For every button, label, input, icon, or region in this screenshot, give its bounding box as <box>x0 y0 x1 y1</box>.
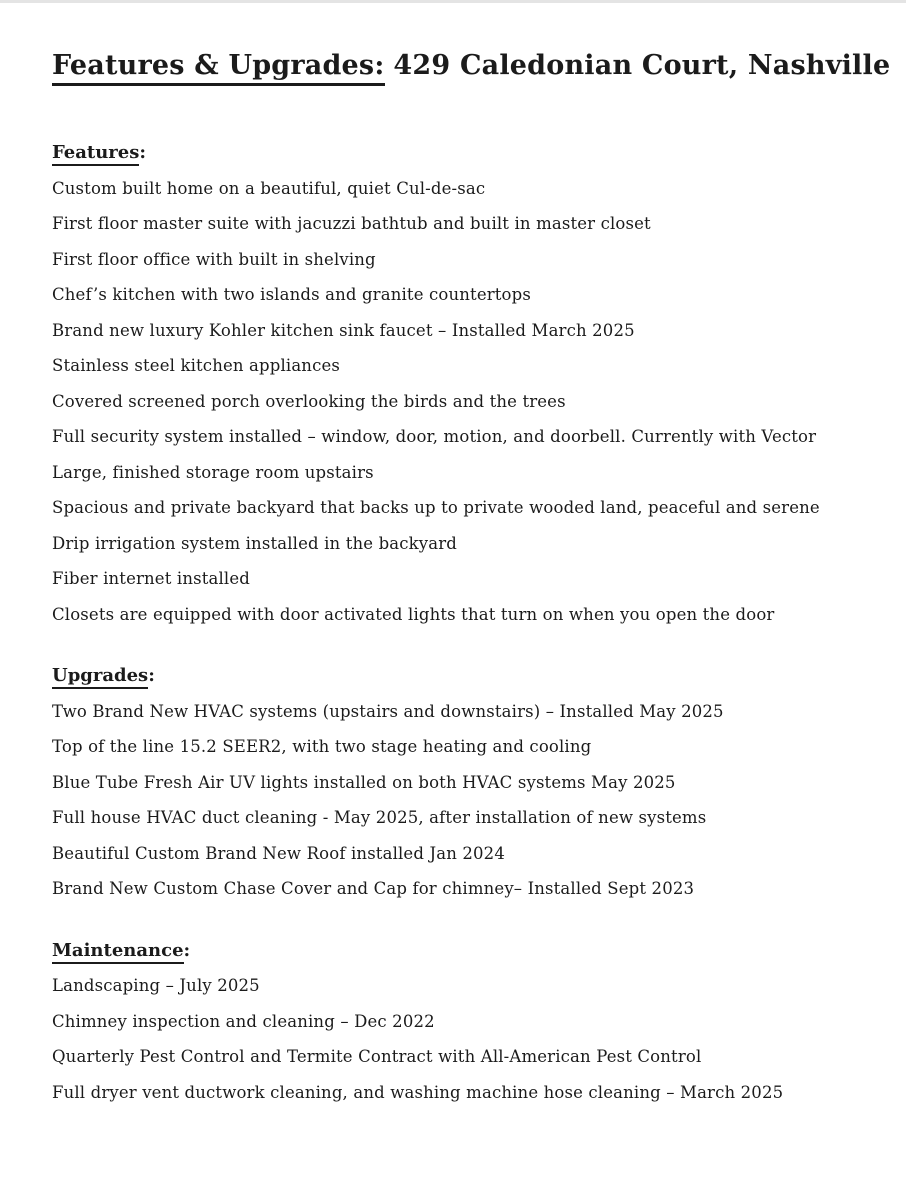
maintenance-item: Landscaping – July 2025 <box>52 976 260 995</box>
feature-item: Closets are equipped with door activated lights that turn on when you open the door <box>52 604 775 624</box>
feature-item: Chef’s kitchen with two islands and granite countertops <box>52 285 531 304</box>
maintenance-item: Full dryer vent ductwork cleaning, and washing machine hose cleaning – March 2025 <box>52 1082 784 1102</box>
feature-item: Large, finished storage room upstairs <box>52 462 374 482</box>
upgrade-item: Blue Tube Fresh Air UV lights installed on both HVAC systems May 2025 <box>52 772 676 792</box>
feature-item: First floor master suite with jacuzzi bathtub and built in master closet <box>52 214 651 233</box>
upgrade-item: Full house HVAC duct cleaning - May 2025, after installation of new systems <box>52 808 707 827</box>
section-upgrades <box>52 658 862 907</box>
section-heading-upgrades <box>52 658 862 694</box>
upgrade-item: Two Brand New HVAC systems (upstairs and downstairs) – Installed May 2025 <box>52 701 724 721</box>
feature-item: Stainless steel kitchen appliances <box>52 356 341 375</box>
section-heading-upgrades-label: Upgrades <box>52 665 148 689</box>
document-title-rest: 429 Caledonian Court, Nashville <box>393 50 891 81</box>
maintenance-item: Chimney inspection and cleaning – Dec 2022 <box>52 1011 435 1031</box>
section-maintenance <box>52 933 862 1111</box>
section-heading-maintenance-colon: : <box>183 939 191 961</box>
section-heading-maintenance <box>52 933 862 969</box>
document-title <box>52 47 891 85</box>
upgrade-item: Beautiful Custom Brand New Roof installed Jan 2024 <box>52 843 505 863</box>
feature-item: Brand new luxury Kohler kitchen sink faucet – Installed March 2025 <box>52 320 635 340</box>
section-heading-features-label: Features <box>52 142 139 166</box>
section-heading-upgrades-colon: : <box>148 665 155 686</box>
feature-item: Drip irrigation system installed in the backyard <box>52 533 458 553</box>
feature-item: Custom built home on a beautiful, quiet Cul-de-sac <box>52 178 486 198</box>
upgrade-item: Brand New Custom Chase Cover and Cap for chimney– Installed Sept 2023 <box>52 879 695 898</box>
section-heading-maintenance-label: Maintenance <box>52 940 184 964</box>
section-features <box>52 135 862 632</box>
document-title-underlined: Features & Upgrades: <box>52 50 385 86</box>
feature-item: Spacious and private backyard that backs up to private wooded land, peaceful and serene <box>52 498 820 517</box>
feature-item: First floor office with built in shelving <box>52 249 376 269</box>
feature-item: Covered screened porch overlooking the birds and the trees <box>52 391 566 411</box>
upgrade-item: Top of the line 15.2 SEER2, with two stage heating and cooling <box>52 737 592 756</box>
maintenance-item: Quarterly Pest Control and Termite Contract with All-American Pest Control <box>52 1047 702 1066</box>
section-heading-features-colon: : <box>139 142 147 163</box>
feature-item: Fiber internet installed <box>52 569 250 588</box>
section-heading-features <box>52 135 862 171</box>
feature-item: Full security system installed – window, door, motion, and doorbell. Currently with Vector <box>52 427 817 446</box>
